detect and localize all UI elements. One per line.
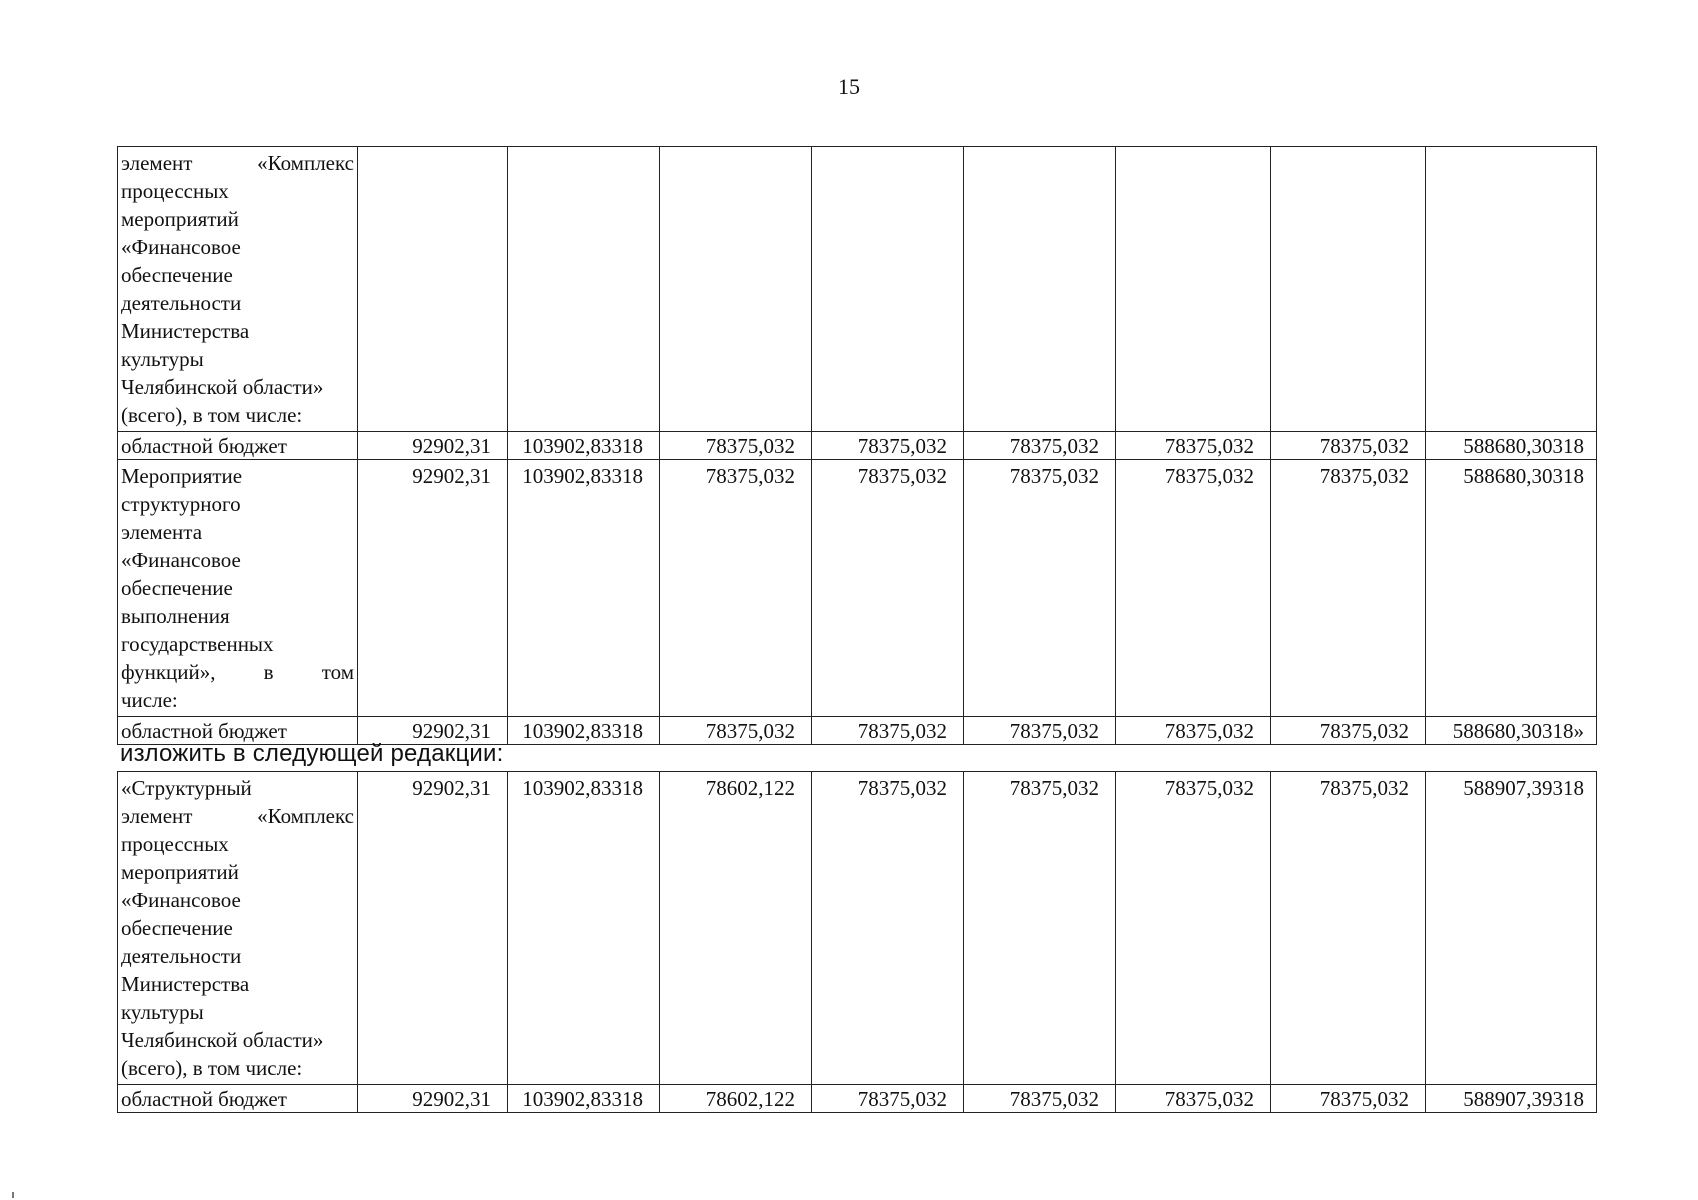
label-line: Министерства: [121, 972, 250, 996]
total-cell: 588680,30318: [1426, 460, 1597, 717]
label-line: деятельности: [121, 944, 242, 968]
label-line: числе:: [121, 688, 178, 712]
value-cell: 78375,032: [660, 460, 812, 717]
label-line: выполнения: [121, 604, 230, 628]
value-cell: 78375,032: [1116, 717, 1271, 745]
value-cell: 92902,31: [358, 432, 508, 460]
budget-table-current: [117, 146, 1597, 745]
value-cell: 78375,032: [1271, 432, 1426, 460]
label-line: «Финансовое: [121, 235, 241, 259]
total-cell: 588680,30318»: [1426, 717, 1597, 745]
label-line: (всего), в том числе:: [121, 403, 303, 427]
value-cell: 78375,032: [1271, 717, 1426, 745]
value-cell: [660, 147, 812, 432]
value-cell: 78375,032: [1116, 1085, 1271, 1113]
value-cell: [358, 147, 508, 432]
value-cell: 78375,032: [964, 717, 1116, 745]
value-cell: 78375,032: [1271, 772, 1426, 1085]
value-cell: 78375,032: [660, 432, 812, 460]
value-cell: 78375,032: [964, 432, 1116, 460]
value-cell: [1116, 147, 1271, 432]
label-word: элемент: [121, 804, 193, 828]
page-number: 15: [838, 74, 860, 99]
label-line: областной бюджет: [121, 434, 287, 458]
value-cell: 103902,83318: [508, 432, 660, 460]
label-line: [121, 149, 354, 177]
table-row: [118, 460, 1597, 717]
label-line: структурного: [121, 492, 241, 516]
total-cell: 588680,30318: [1426, 432, 1597, 460]
value-cell: 78375,032: [964, 1085, 1116, 1113]
label-line: мероприятий: [121, 860, 239, 884]
value-cell: 78375,032: [964, 460, 1116, 717]
label-line: культуры: [121, 1000, 204, 1024]
value-cell: 78375,032: [1116, 460, 1271, 717]
label-line: областной бюджет: [121, 1087, 287, 1111]
label-line: «Структурный: [121, 776, 252, 800]
value-cell: 103902,83318: [508, 1085, 660, 1113]
total-cell: 588907,39318: [1426, 772, 1597, 1085]
label-word: элемент: [121, 151, 193, 175]
row-label-cell: [118, 460, 358, 717]
label-line: обеспечение: [121, 576, 233, 600]
label-line: [121, 802, 354, 830]
table-row: [118, 1085, 1597, 1113]
label-line: Челябинской области»: [121, 375, 324, 399]
label-line: мероприятий: [121, 207, 239, 231]
label-line: культуры: [121, 347, 204, 371]
value-cell: 92902,31: [358, 772, 508, 1085]
value-cell: 92902,31: [358, 1085, 508, 1113]
value-cell: 92902,31: [358, 460, 508, 717]
label-line: Министерства: [121, 319, 250, 343]
label-line: процессных: [121, 832, 229, 856]
value-cell: 78375,032: [1116, 432, 1271, 460]
label-line: обеспечение: [121, 263, 233, 287]
label-line: государственных: [121, 632, 274, 656]
value-cell: 103902,83318: [508, 717, 660, 745]
value-cell: [1271, 147, 1426, 432]
value-cell: 78375,032: [812, 432, 964, 460]
value-cell: 103902,83318: [508, 460, 660, 717]
budget-table-revised: [117, 771, 1597, 1113]
value-cell: 78375,032: [812, 717, 964, 745]
label-line: «Финансовое: [121, 548, 241, 572]
label-line: Челябинской области»: [121, 1028, 324, 1052]
label-line: «Финансовое: [121, 888, 241, 912]
value-cell: [812, 147, 964, 432]
amendment-instruction: изложить в следующей редакции:: [120, 740, 504, 767]
value-cell: 78375,032: [660, 717, 812, 745]
label-line: процессных: [121, 179, 229, 203]
label-word: «Комплекс: [257, 804, 354, 828]
label-line: обеспечение: [121, 916, 233, 940]
value-cell: 78375,032: [1271, 460, 1426, 717]
value-cell: 78375,032: [812, 1085, 964, 1113]
value-cell: 78602,122: [660, 1085, 812, 1113]
value-cell: 78375,032: [1116, 772, 1271, 1085]
label-word: функций»,: [121, 660, 216, 684]
label-word: том: [321, 660, 354, 684]
table-row: [118, 432, 1597, 460]
value-cell: 92902,31: [358, 717, 508, 745]
total-cell: [1426, 147, 1597, 432]
value-cell: 78375,032: [812, 772, 964, 1085]
total-cell: 588907,39318: [1426, 1085, 1597, 1113]
value-cell: 103902,83318: [508, 772, 660, 1085]
value-cell: 78375,032: [964, 772, 1116, 1085]
label-word: «Комплекс: [257, 151, 354, 175]
table-row: [118, 147, 1597, 432]
label-line: [121, 658, 354, 686]
value-cell: [508, 147, 660, 432]
value-cell: 78602,122: [660, 772, 812, 1085]
label-word: в: [263, 660, 274, 684]
row-label-cell: [118, 147, 358, 432]
table-row: [118, 772, 1597, 1085]
label-line: (всего), в том числе:: [121, 1056, 303, 1080]
row-label-cell: [118, 772, 358, 1085]
label-line: элемента: [121, 520, 203, 544]
label-line: областной бюджет: [121, 719, 287, 743]
row-label-cell: [118, 432, 358, 460]
label-line: Мероприятие: [121, 464, 243, 488]
scan-artifact-mark: [12, 1192, 14, 1198]
label-line: деятельности: [121, 291, 242, 315]
value-cell: [964, 147, 1116, 432]
value-cell: 78375,032: [1271, 1085, 1426, 1113]
value-cell: 78375,032: [812, 460, 964, 717]
row-label-cell: [118, 1085, 358, 1113]
